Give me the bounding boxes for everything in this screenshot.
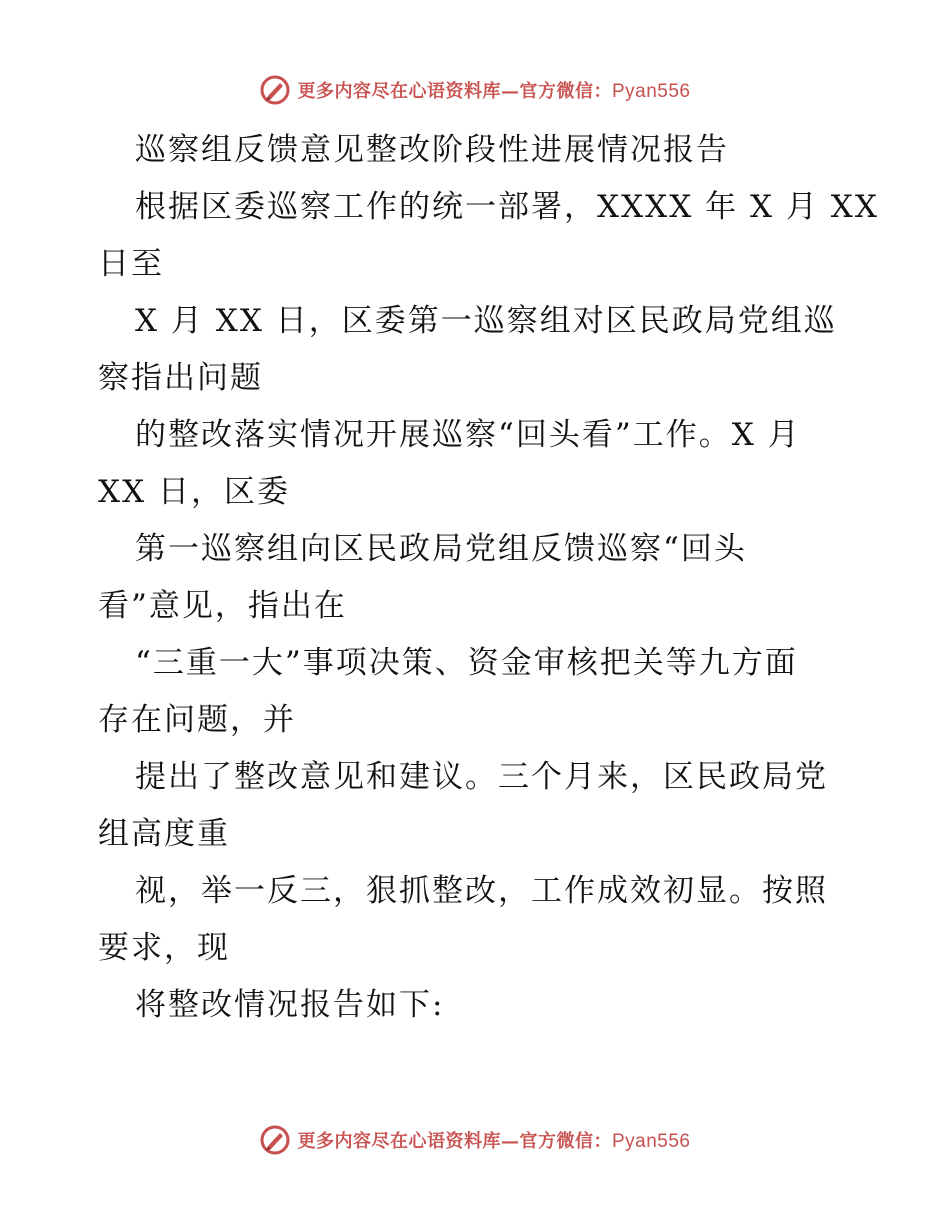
document-body [98, 122, 879, 1034]
pen-logo-icon [259, 1124, 291, 1156]
paragraph-line: 看”意见，指出在 [98, 588, 347, 624]
paragraph-line: 的整改落实情况开展巡察“回头看”工作。X 月 [135, 417, 801, 453]
paragraph-line: 根据区委巡察工作的统一部署，XXXX 年 X 月 XX [135, 189, 879, 225]
header-watermark [0, 70, 950, 110]
paragraph-line: 察指出问题 [98, 360, 263, 396]
paragraph-line: 第一巡察组向区民政局党组反馈巡察“回头 [135, 531, 747, 567]
paragraph-line: 组高度重 [98, 816, 230, 852]
pen-logo-icon [259, 74, 291, 106]
paragraph-line: X 月 XX 日，区委第一巡察组对区民政局党组巡 [135, 303, 837, 339]
paragraph-line: 视，举一反三，狠抓整改，工作成效初显。按照 [135, 873, 828, 909]
paragraph-line: 将整改情况报告如下: [135, 987, 445, 1023]
paragraph-line: XX 日，区委 [98, 474, 290, 510]
paragraph-line: 提出了整改意见和建议。三个月来，区民政局党 [135, 759, 828, 795]
paragraph-line: 日至 [98, 246, 164, 282]
paragraph-line: 要求，现 [98, 930, 230, 966]
footer-watermark [0, 1120, 950, 1160]
document-title: 巡察组反馈意见整改阶段性进展情况报告 [135, 132, 729, 168]
watermark-text: 更多内容尽在心语资料库—官方微信：Pyan556 [297, 1131, 691, 1152]
paragraph-line: 存在问题，并 [98, 702, 296, 738]
paragraph-line: “三重一大”事项决策、资金审核把关等九方面 [135, 645, 798, 681]
watermark-text: 更多内容尽在心语资料库—官方微信：Pyan556 [297, 81, 691, 102]
